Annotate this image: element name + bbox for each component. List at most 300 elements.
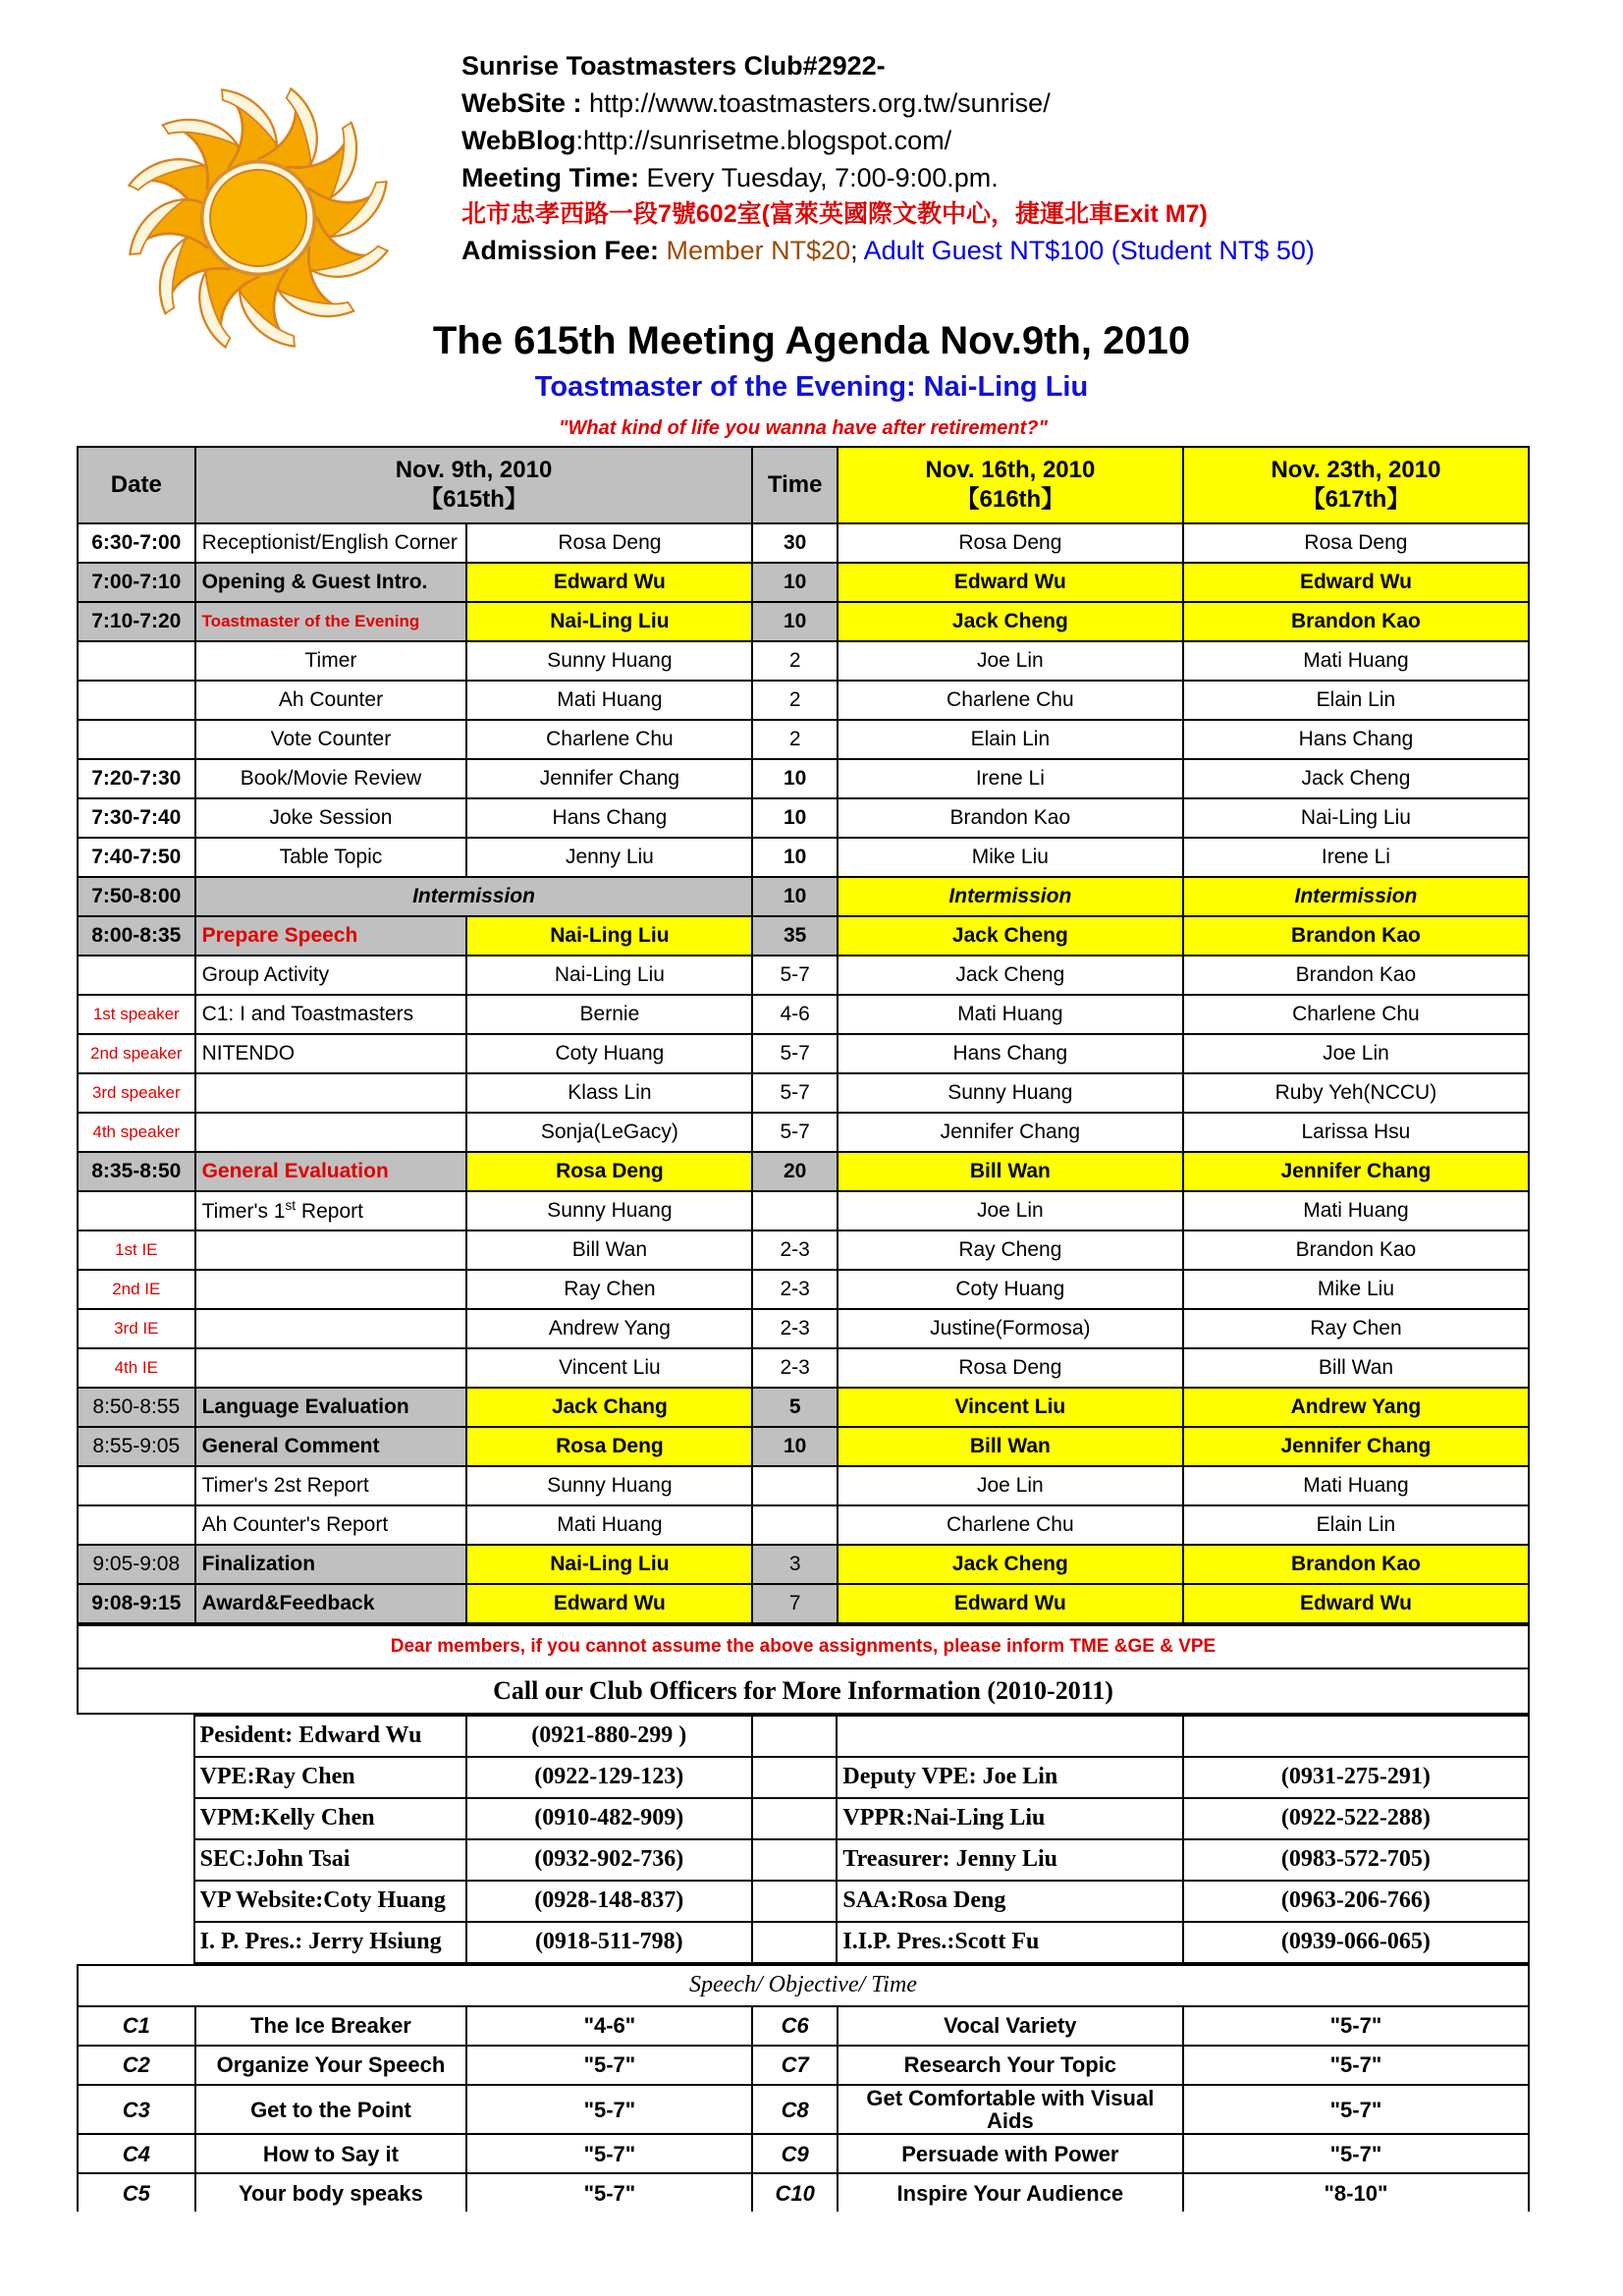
project-right-time: "5-7" (1183, 2006, 1529, 2046)
table-row (78, 681, 1529, 720)
officer-gap (752, 1716, 837, 1757)
table-row (78, 1427, 1529, 1466)
cell-role: Receptionist/English Corner (195, 523, 467, 563)
table-row (78, 995, 1529, 1034)
cell-role (195, 1309, 467, 1348)
officer-left-phone: (0922-129-123) (466, 1757, 752, 1798)
project-left-name: Your body speaks (195, 2173, 467, 2212)
officer-right-phone (1183, 1716, 1529, 1757)
project-right-name: Inspire Your Audience (838, 2173, 1183, 2212)
officer-right-name: SAA:Rosa Deng (837, 1881, 1182, 1922)
cell-next1-assignee: Charlene Chu (838, 681, 1183, 720)
cell-current-assignee: Nai-Ling Liu (466, 956, 752, 995)
cell-next2-assignee: Mati Huang (1183, 1191, 1529, 1230)
cell-time: 5-7 (752, 1073, 837, 1113)
officer-left-name: Pesident: Edward Wu (194, 1716, 466, 1757)
project-right-code: C6 (752, 2006, 837, 2046)
project-left-time: "4-6" (466, 2006, 752, 2046)
toastmaster-of-evening: Toastmaster of the Evening: Nai-Ling Liu (534, 371, 1089, 403)
meeting-time-value: Every Tuesday, 7:00-9:00.pm. (639, 163, 999, 192)
cell-current-assignee: Mati Huang (466, 1505, 752, 1545)
cell-next2-assignee: Elain Lin (1183, 681, 1529, 720)
table-row (78, 1466, 1529, 1505)
cell-time (752, 1466, 837, 1505)
meeting-time-line (461, 159, 1532, 196)
cell-date: 9:05-9:08 (78, 1545, 195, 1584)
cell-role: General Evaluation (195, 1152, 467, 1191)
page-title: The 615th Meeting Agenda Nov.9th, 2010 (432, 319, 1191, 362)
cell-current-assignee: Charlene Chu (466, 720, 752, 759)
project-right-time: "8-10" (1183, 2173, 1529, 2212)
table-row (78, 602, 1529, 641)
officer-right-name: VPPR:Nai-Ling Liu (837, 1798, 1182, 1839)
cell-current-assignee: Nai-Ling Liu (466, 1545, 752, 1584)
admission-line (461, 232, 1532, 269)
project-left-code: C4 (78, 2134, 195, 2173)
speech-project-row (78, 2046, 1529, 2085)
project-left-code: C2 (78, 2046, 195, 2085)
officer-spacer (77, 1839, 194, 1881)
officer-gap (752, 1922, 837, 1963)
cell-date: 9:08-9:15 (78, 1584, 195, 1623)
agenda-table (77, 410, 1530, 1624)
cell-next2-assignee: Joe Lin (1183, 1034, 1529, 1073)
cell-date: 6:30-7:00 (78, 523, 195, 563)
notice-row (78, 1625, 1529, 1668)
officer-spacer (77, 1922, 194, 1963)
meeting-time-label: Meeting Time: (461, 163, 640, 192)
project-right-code: C8 (752, 2085, 837, 2134)
cell-current-assignee: Nai-Ling Liu (466, 916, 752, 956)
cell-role (195, 1230, 467, 1270)
cell-next1-assignee: Charlene Chu (838, 1505, 1183, 1545)
cell-date: 1st speaker (78, 995, 195, 1034)
officer-left-phone: (0910-482-909) (466, 1798, 752, 1839)
cell-next2-assignee: Rosa Deng (1183, 523, 1529, 563)
cell-next1-assignee: Mati Huang (838, 995, 1183, 1034)
cell-next1-assignee: Jack Cheng (838, 916, 1183, 956)
officer-right-name: Deputy VPE: Joe Lin (837, 1757, 1182, 1798)
cell-next1-assignee: Rosa Deng (838, 1348, 1183, 1388)
table-row (78, 956, 1529, 995)
cell-date: 3rd speaker (78, 1073, 195, 1113)
officer-left-phone: (0918-511-798) (466, 1922, 752, 1963)
weblog-url[interactable]: :http://sunrisetme.blogspot.com/ (575, 126, 952, 155)
cell-role (195, 1113, 467, 1152)
officer-right-phone: (0931-275-291) (1183, 1757, 1529, 1798)
cell-next2-assignee: Hans Chang (1183, 720, 1529, 759)
cell-time: 2 (752, 641, 837, 681)
club-address: 北市忠孝西路一段7號602室(富萊英國際文教中心，捷運北車Exit M7) (461, 200, 1208, 228)
cell-next1-assignee: Jack Cheng (838, 1545, 1183, 1584)
speech-header-row (78, 1965, 1529, 2006)
cell-time: 5-7 (752, 1113, 837, 1152)
cell-next2-assignee: Jennifer Chang (1183, 1152, 1529, 1191)
cell-next2-assignee: Brandon Kao (1183, 956, 1529, 995)
officer-right-name: Treasurer: Jenny Liu (837, 1839, 1182, 1881)
cell-current-assignee: Bernie (466, 995, 752, 1034)
project-left-name: Get to the Point (195, 2085, 467, 2134)
project-right-time: "5-7" (1183, 2046, 1529, 2085)
cell-date: 4th IE (78, 1348, 195, 1388)
officer-left-name: VPM:Kelly Chen (194, 1798, 466, 1839)
project-left-time: "5-7" (466, 2046, 752, 2085)
cell-date (78, 1505, 195, 1545)
cell-time: 10 (752, 838, 837, 877)
project-left-name: How to Say it (195, 2134, 467, 2173)
project-right-name: Vocal Variety (838, 2006, 1183, 2046)
cell-role: NITENDO (195, 1034, 467, 1073)
table-row (78, 1073, 1529, 1113)
table-row (78, 798, 1529, 838)
table-header-row (78, 447, 1529, 523)
project-right-time: "5-7" (1183, 2085, 1529, 2134)
cell-time (752, 1505, 837, 1545)
cell-time: 5-7 (752, 956, 837, 995)
officer-row (77, 1716, 1529, 1757)
cell-current-assignee: Jack Chang (466, 1388, 752, 1427)
table-row (78, 720, 1529, 759)
cell-date (78, 1466, 195, 1505)
cell-next1-assignee: Coty Huang (838, 1270, 1183, 1309)
cell-current-assignee: Hans Chang (466, 798, 752, 838)
cell-next1-assignee: Brandon Kao (838, 798, 1183, 838)
cell-next2-assignee: Andrew Yang (1183, 1388, 1529, 1427)
table-row (78, 877, 1529, 916)
cell-time: 2-3 (752, 1348, 837, 1388)
project-left-code: C1 (78, 2006, 195, 2046)
officer-right-phone: (0963-206-766) (1183, 1881, 1529, 1922)
quote-row (78, 410, 1529, 447)
table-row (78, 523, 1529, 563)
cell-next1-assignee: Edward Wu (838, 1584, 1183, 1623)
cell-role: Prepare Speech (195, 916, 467, 956)
project-right-name: Research Your Topic (838, 2046, 1183, 2085)
cell-time: 2 (752, 681, 837, 720)
cell-current-assignee: Sunny Huang (466, 1466, 752, 1505)
table-row (78, 1348, 1529, 1388)
cell-next1-assignee: Hans Chang (838, 1034, 1183, 1073)
table-row (78, 1309, 1529, 1348)
officer-row (77, 1922, 1529, 1963)
project-left-time: "5-7" (466, 2085, 752, 2134)
club-title: Sunrise Toastmasters Club#2922- (461, 51, 886, 81)
speech-objective-time-header: Speech/ Objective/ Time (78, 1965, 1529, 2006)
header-current-date: Nov. 9th, 2010 (395, 457, 553, 483)
officer-left-name: SEC:John Tsai (194, 1839, 466, 1881)
officer-gap (752, 1839, 837, 1881)
project-right-code: C10 (752, 2173, 837, 2212)
cell-next1-assignee: Joe Lin (838, 641, 1183, 681)
cell-time: 7 (752, 1584, 837, 1623)
cell-time: 2-3 (752, 1309, 837, 1348)
cell-current-assignee: Edward Wu (466, 1584, 752, 1623)
table-row (78, 1191, 1529, 1230)
admission-separator: ; (850, 236, 864, 265)
cell-date: 7:00-7:10 (78, 563, 195, 602)
table-row (78, 838, 1529, 877)
speech-project-row (78, 2173, 1529, 2212)
header-current-meeting (195, 447, 753, 523)
member-notice: Dear members, if you cannot assume the above assignments, please inform TME &GE & VPE (78, 1625, 1529, 1668)
table-row (78, 1113, 1529, 1152)
cell-current-assignee: Klass Lin (466, 1073, 752, 1113)
speech-project-row (78, 2006, 1529, 2046)
cell-date: 2nd IE (78, 1270, 195, 1309)
officer-left-phone: (0928-148-837) (466, 1881, 752, 1922)
cell-date (78, 720, 195, 759)
officer-right-phone: (0939-066-065) (1183, 1922, 1529, 1963)
header-date: Date (78, 447, 195, 523)
cell-next2-assignee: Intermission (1183, 877, 1529, 916)
cell-date: 7:50-8:00 (78, 877, 195, 916)
cell-next2-assignee: Mati Huang (1183, 1466, 1529, 1505)
cell-time: 5-7 (752, 1034, 837, 1073)
cell-time: 2-3 (752, 1270, 837, 1309)
cell-time: 10 (752, 759, 837, 798)
cell-date (78, 956, 195, 995)
cell-next1-assignee: Joe Lin (838, 1466, 1183, 1505)
header-next1-number: 【616th】 (955, 486, 1065, 513)
cell-next1-assignee: Justine(Formosa) (838, 1309, 1183, 1348)
admission-member: Member NT$20 (659, 236, 851, 265)
project-left-time: "5-7" (466, 2173, 752, 2212)
notice-table (77, 1624, 1530, 1715)
weblog-label: WebBlog (461, 126, 576, 155)
officer-left-phone: (0932-902-736) (466, 1839, 752, 1881)
website-label: WebSite : (461, 88, 582, 118)
cell-next2-assignee: Brandon Kao (1183, 602, 1529, 641)
officer-spacer (77, 1881, 194, 1922)
cell-date: 3rd IE (78, 1309, 195, 1348)
cell-current-assignee: Edward Wu (466, 563, 752, 602)
cell-role: Timer (195, 641, 467, 681)
cell-next1-assignee: Edward Wu (838, 563, 1183, 602)
cell-current-assignee: Bill Wan (466, 1230, 752, 1270)
cell-next2-assignee: Larissa Hsu (1183, 1113, 1529, 1152)
cell-next1-assignee: Elain Lin (838, 720, 1183, 759)
officer-right-phone: (0983-572-705) (1183, 1839, 1529, 1881)
cell-role: Group Activity (195, 956, 467, 995)
admission-guest: Adult Guest NT$100 (Student NT$ 50) (863, 236, 1315, 265)
project-left-name: The Ice Breaker (195, 2006, 467, 2046)
project-left-code: C5 (78, 2173, 195, 2212)
cell-current-assignee: Jenny Liu (466, 838, 752, 877)
header-next-meeting-1 (838, 447, 1183, 523)
officer-left-name: VP Website:Coty Huang (194, 1881, 466, 1922)
cell-next2-assignee: Brandon Kao (1183, 1545, 1529, 1584)
cell-time: 3 (752, 1545, 837, 1584)
officer-row (77, 1757, 1529, 1798)
cell-role: Timer's 2st Report (195, 1466, 467, 1505)
cell-current-assignee: Vincent Liu (466, 1348, 752, 1388)
cell-role: Toastmaster of the Evening (195, 602, 467, 641)
cell-current-assignee: Rosa Deng (466, 523, 752, 563)
cell-next2-assignee: Edward Wu (1183, 1584, 1529, 1623)
project-right-time: "5-7" (1183, 2134, 1529, 2173)
officer-spacer (77, 1798, 194, 1839)
cell-role: Joke Session (195, 798, 467, 838)
cell-next2-assignee: Irene Li (1183, 838, 1529, 877)
cell-time: 2 (752, 720, 837, 759)
header-current-number: 【615th】 (419, 486, 528, 513)
cell-next1-assignee: Bill Wan (838, 1152, 1183, 1191)
officers-table (77, 1715, 1530, 1964)
table-row (78, 1152, 1529, 1191)
cell-time: 5 (752, 1388, 837, 1427)
weblog-line (461, 122, 1532, 159)
cell-role: Table Topic (195, 838, 467, 877)
cell-next2-assignee: Mati Huang (1183, 641, 1529, 681)
cell-date: 7:40-7:50 (78, 838, 195, 877)
cell-role: Language Evaluation (195, 1388, 467, 1427)
cell-date: 1st IE (78, 1230, 195, 1270)
cell-next2-assignee: Brandon Kao (1183, 916, 1529, 956)
cell-role: Book/Movie Review (195, 759, 467, 798)
cell-next2-assignee: Jennifer Chang (1183, 1427, 1529, 1466)
cell-date: 8:00-8:35 (78, 916, 195, 956)
cell-next1-assignee: Bill Wan (838, 1427, 1183, 1466)
website-line (461, 84, 1532, 122)
cell-role: General Comment (195, 1427, 467, 1466)
website-url[interactable]: http://www.toastmasters.org.tw/sunrise/ (589, 88, 1051, 118)
table-row (78, 1034, 1529, 1073)
cell-time (752, 1191, 837, 1230)
cell-next1-assignee: Vincent Liu (838, 1388, 1183, 1427)
cell-current-assignee: Coty Huang (466, 1034, 752, 1073)
officer-row (77, 1839, 1529, 1881)
cell-time: 2-3 (752, 1230, 837, 1270)
cell-date: 7:30-7:40 (78, 798, 195, 838)
header-next2-number: 【617th】 (1301, 486, 1411, 513)
club-header (461, 47, 1532, 269)
cell-time: 35 (752, 916, 837, 956)
officer-gap (752, 1757, 837, 1798)
officers-title: Call our Club Officers for More Information (2010-2011) (78, 1668, 1529, 1714)
cell-date (78, 681, 195, 720)
officer-right-phone: (0922-522-288) (1183, 1798, 1529, 1839)
project-left-time: "5-7" (466, 2134, 752, 2173)
table-row (78, 759, 1529, 798)
cell-date (78, 641, 195, 681)
cell-time: 10 (752, 1427, 837, 1466)
officer-gap (752, 1881, 837, 1922)
officer-right-name (837, 1716, 1182, 1757)
cell-current-assignee: Rosa Deng (466, 1427, 752, 1466)
officer-row (77, 1881, 1529, 1922)
cell-next2-assignee: Charlene Chu (1183, 995, 1529, 1034)
cell-next2-assignee: Nai-Ling Liu (1183, 798, 1529, 838)
cell-current-assignee: Nai-Ling Liu (466, 602, 752, 641)
cell-next1-assignee: Intermission (838, 877, 1183, 916)
project-right-code: C7 (752, 2046, 837, 2085)
table-row (78, 1545, 1529, 1584)
cell-date: 7:20-7:30 (78, 759, 195, 798)
speech-project-row (78, 2134, 1529, 2173)
officer-right-name: I.I.P. Pres.:Scott Fu (837, 1922, 1182, 1963)
project-left-code: C3 (78, 2085, 195, 2134)
cell-next1-assignee: Rosa Deng (838, 523, 1183, 563)
officer-spacer (77, 1716, 194, 1757)
project-left-name: Organize Your Speech (195, 2046, 467, 2085)
table-row (78, 641, 1529, 681)
cell-current-assignee: Sonja(LeGacy) (466, 1113, 752, 1152)
cell-role: Intermission (195, 877, 753, 916)
cell-next1-assignee: Mike Liu (838, 838, 1183, 877)
officer-left-phone: (0921-880-299 ) (466, 1716, 752, 1757)
table-row (78, 1388, 1529, 1427)
cell-time: 30 (752, 523, 837, 563)
officers-title-row (78, 1668, 1529, 1714)
cell-date: 8:50-8:55 (78, 1388, 195, 1427)
cell-role (195, 1270, 467, 1309)
speech-project-row (78, 2085, 1529, 2134)
cell-current-assignee: Sunny Huang (466, 641, 752, 681)
cell-date: 7:10-7:20 (78, 602, 195, 641)
admission-label: Admission Fee: (461, 236, 660, 265)
speech-projects-table (77, 1964, 1530, 2212)
header-time: Time (752, 447, 837, 523)
officer-row (77, 1798, 1529, 1839)
cell-role: Ah Counter (195, 681, 467, 720)
project-right-name: Get Comfortable with Visual Aids (838, 2085, 1183, 2134)
officer-spacer (77, 1757, 194, 1798)
cell-date: 4th speaker (78, 1113, 195, 1152)
cell-current-assignee: Ray Chen (466, 1270, 752, 1309)
cell-time: 10 (752, 563, 837, 602)
cell-time: 10 (752, 602, 837, 641)
cell-next1-assignee: Jack Cheng (838, 602, 1183, 641)
cell-next1-assignee: Jack Cheng (838, 956, 1183, 995)
project-right-code: C9 (752, 2134, 837, 2173)
cell-time: 10 (752, 877, 837, 916)
cell-next2-assignee: Jack Cheng (1183, 759, 1529, 798)
cell-next2-assignee: Mike Liu (1183, 1270, 1529, 1309)
project-right-name: Persuade with Power (838, 2134, 1183, 2173)
cell-next2-assignee: Brandon Kao (1183, 1230, 1529, 1270)
table-row (78, 1230, 1529, 1270)
header-next1-date: Nov. 16th, 2010 (925, 457, 1096, 483)
cell-role: Timer's 1st Report (195, 1191, 467, 1230)
cell-next2-assignee: Ruby Yeh(NCCU) (1183, 1073, 1529, 1113)
cell-next1-assignee: Ray Cheng (838, 1230, 1183, 1270)
cell-next2-assignee: Elain Lin (1183, 1505, 1529, 1545)
cell-role: Award&Feedback (195, 1584, 467, 1623)
cell-role: C1: I and Toastmasters (195, 995, 467, 1034)
header-next-meeting-2 (1183, 447, 1529, 523)
cell-role: Opening & Guest Intro. (195, 563, 467, 602)
table-row (78, 1505, 1529, 1545)
table-row (78, 1270, 1529, 1309)
cell-next2-assignee: Ray Chen (1183, 1309, 1529, 1348)
cell-role: Finalization (195, 1545, 467, 1584)
officer-left-name: I. P. Pres.: Jerry Hsiung (194, 1922, 466, 1963)
header-next2-date: Nov. 23th, 2010 (1271, 457, 1441, 483)
cell-next2-assignee: Bill Wan (1183, 1348, 1529, 1388)
cell-time: 20 (752, 1152, 837, 1191)
cell-next1-assignee: Sunny Huang (838, 1073, 1183, 1113)
table-row (78, 563, 1529, 602)
cell-next1-assignee: Joe Lin (838, 1191, 1183, 1230)
cell-date: 2nd speaker (78, 1034, 195, 1073)
officer-gap (752, 1798, 837, 1839)
cell-current-assignee: Mati Huang (466, 681, 752, 720)
cell-role: Ah Counter's Report (195, 1505, 467, 1545)
cell-time: 4-6 (752, 995, 837, 1034)
cell-role (195, 1348, 467, 1388)
cell-current-assignee: Rosa Deng (466, 1152, 752, 1191)
cell-next1-assignee: Irene Li (838, 759, 1183, 798)
